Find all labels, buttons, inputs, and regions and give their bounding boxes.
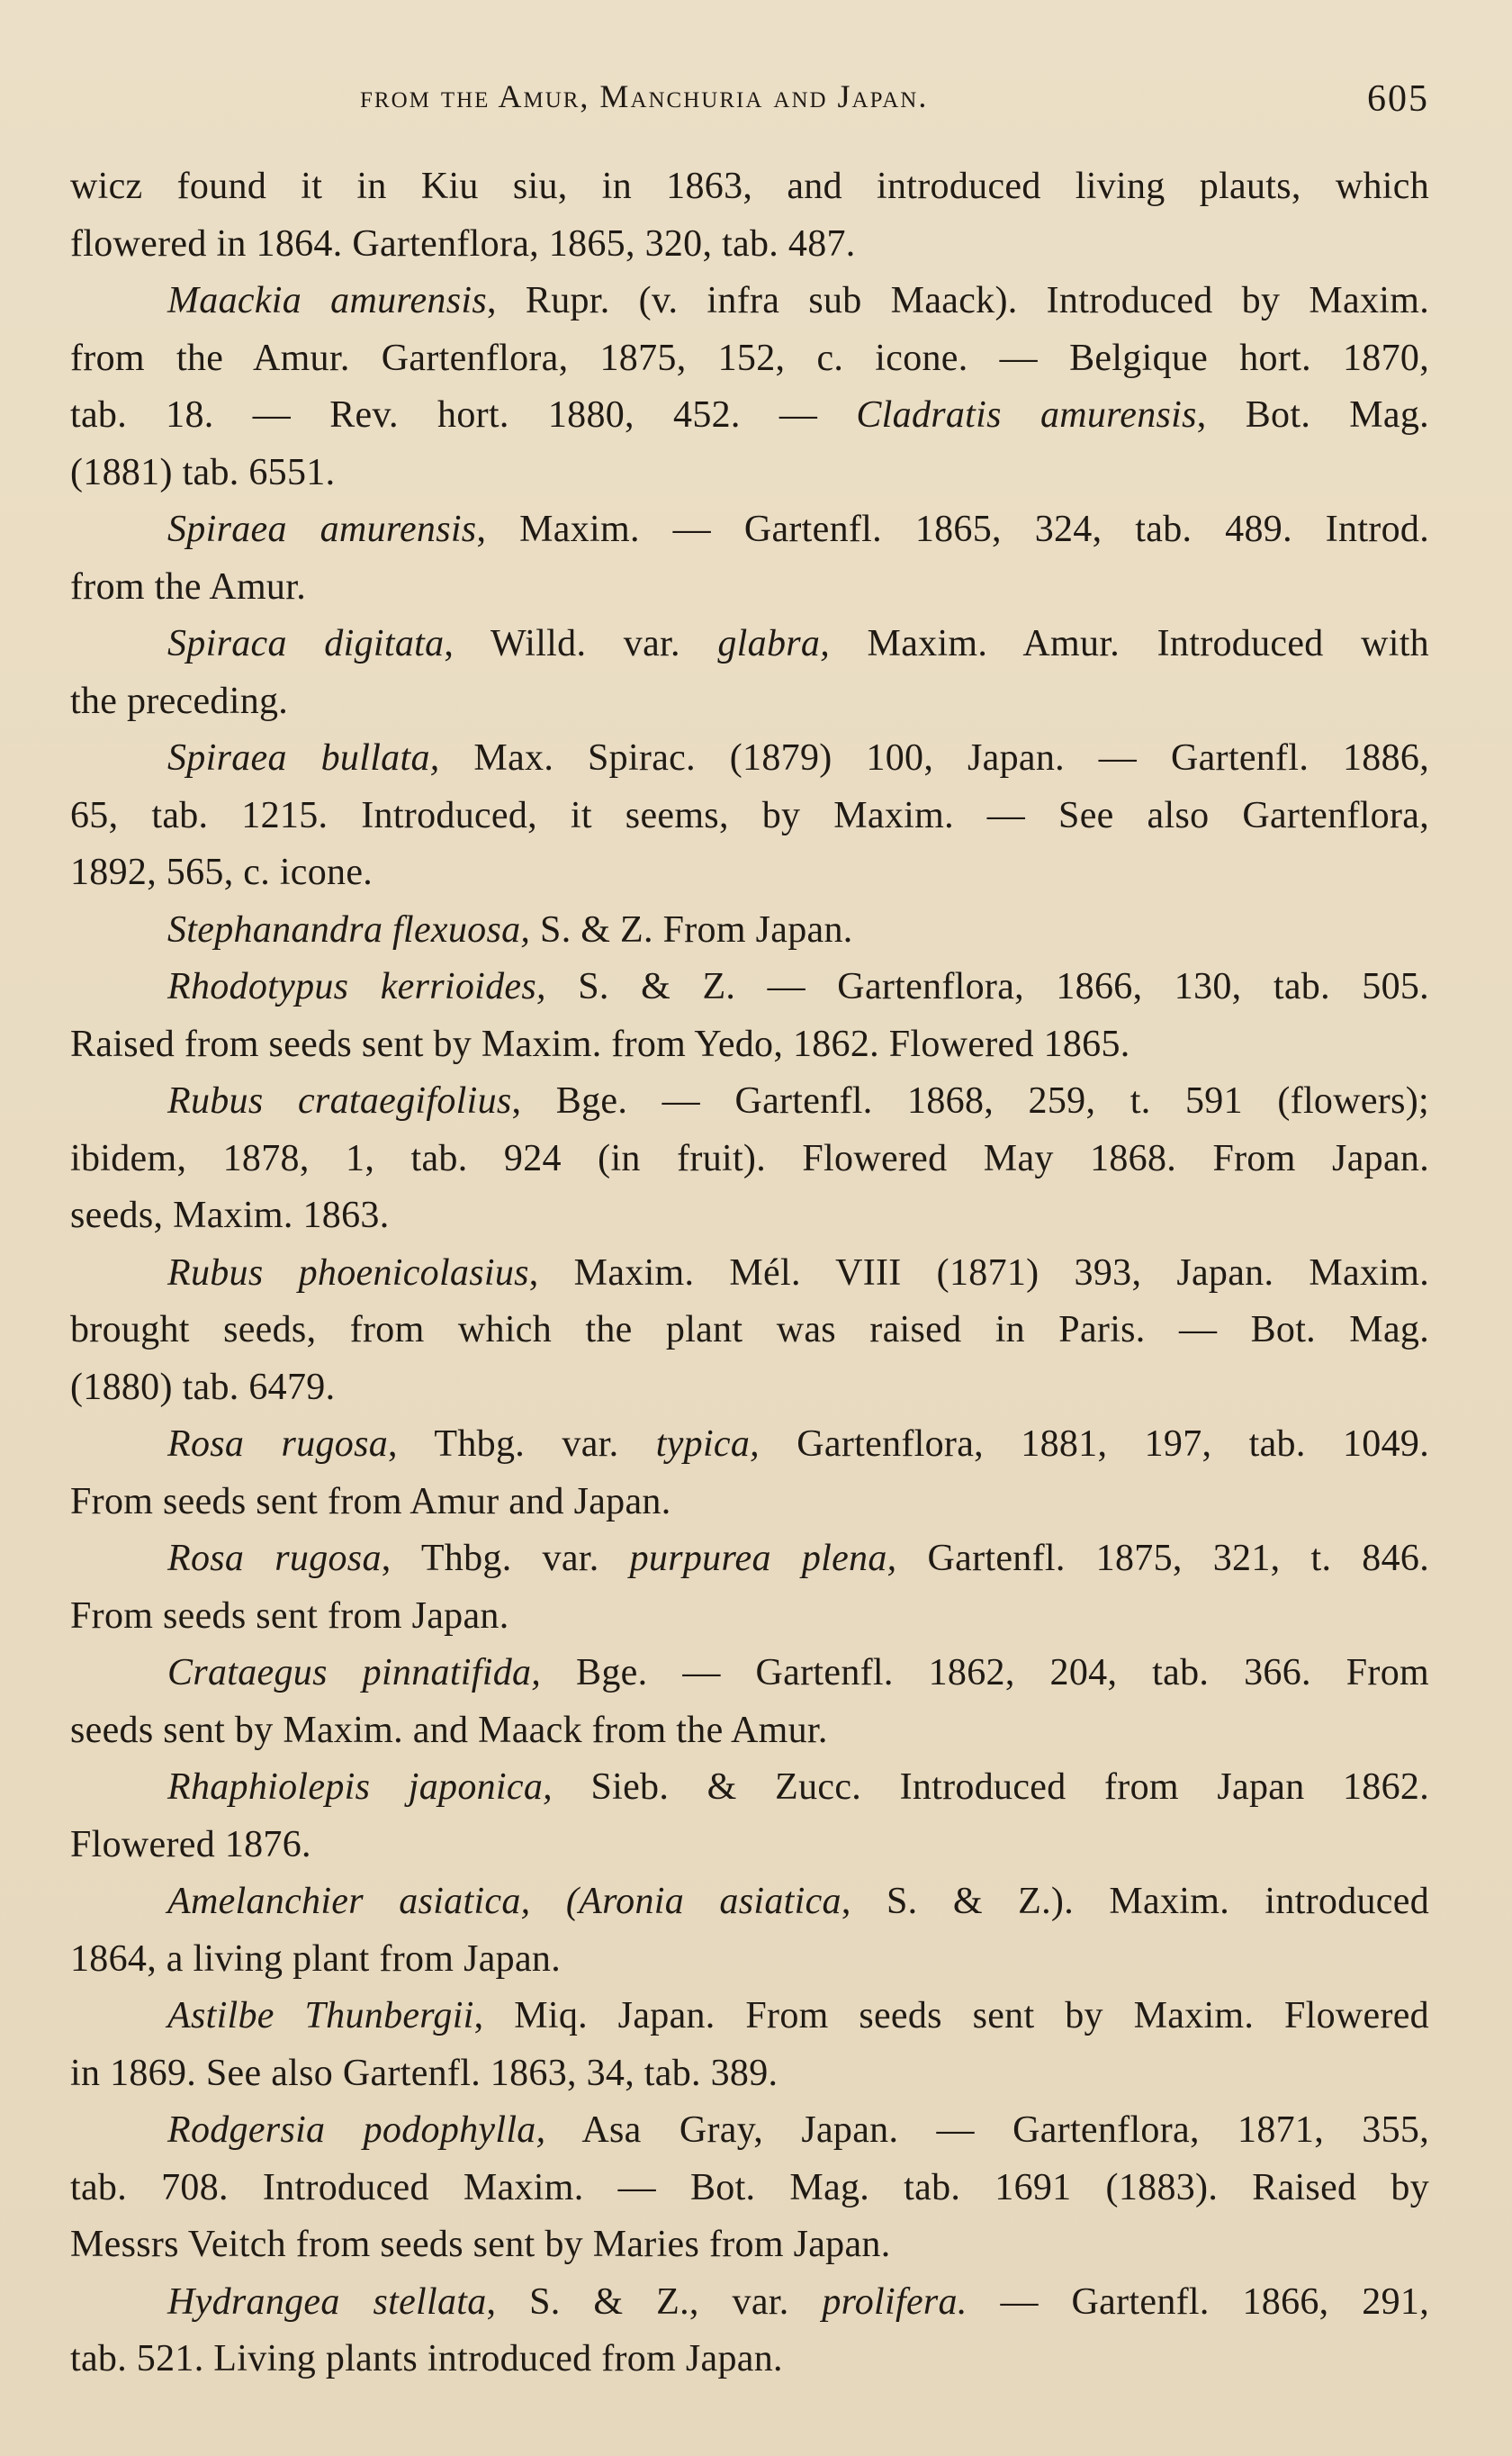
text-run: 65, tab. 1215. Introduced, it seems, by Maxim. — See also Gartenflora, <box>70 794 1429 836</box>
text-run: tab. 708. Introduced Maxim. — Bot. Mag. tab. 1691 (1883). Raised by <box>70 2166 1429 2208</box>
text-line <box>70 673 1429 731</box>
text-line <box>70 1645 1429 1702</box>
text-run: Messrs Veitch from seeds sent by Maries from Japan. <box>70 2224 891 2265</box>
italic-name: Spiraca digitata <box>167 623 445 664</box>
italic-name: Rodgersia podophylla, <box>167 2109 546 2151</box>
text-line <box>70 2331 1429 2388</box>
text-run: the preceding. <box>70 680 289 722</box>
text-line <box>70 1416 1429 1474</box>
text-run: tab. 18. — Rev. hort. 1880, 452. — <box>70 394 857 436</box>
page-number: 605 <box>1367 78 1429 120</box>
text-line <box>70 1931 1429 1989</box>
italic-name: Crataegus pinnatifida, <box>167 1652 542 1693</box>
text-line <box>70 2102 1429 2160</box>
text-run: Gartenfl. 1875, 321, t. 846. <box>896 1538 1429 1579</box>
text-run: ibidem, 1878, 1, tab. 924 (in fruit). Flowered May 1868. From Japan. <box>70 1137 1429 1179</box>
italic-name: Rhodotypus kerrioides, <box>167 966 546 1007</box>
text-run: brought seeds, from which the plant was raised in Paris. — Bot. Mag. <box>70 1309 1429 1350</box>
italic-name: prolifera. <box>822 2280 968 2323</box>
text-run: , Thbg. var. <box>381 1538 630 1579</box>
text-line <box>70 616 1429 673</box>
text-run: , S. & Z.). Maxim. introduced <box>841 1881 1429 1922</box>
italic-name: glabra, <box>717 623 830 664</box>
italic-name: Cladratis amurensis <box>856 394 1197 436</box>
text-line <box>70 902 1429 960</box>
italic-name: Maackia amurensis <box>167 280 487 321</box>
italic-name: Spiraea amurensis <box>167 509 477 550</box>
italic-name: Hydrangea stellata <box>167 2280 487 2323</box>
text-line <box>70 2045 1429 2103</box>
text-run: wicz found it in Kiu siu, in 1863, and introduced living plauts, which <box>70 166 1429 207</box>
text-run: Sieb. & Zucc. Introduced from Japan 1862. <box>552 1766 1429 1808</box>
text-run: , Miq. Japan. From seeds sent by Maxim. Flowered <box>473 1995 1429 2036</box>
italic-name: Spiraea bullata, <box>167 737 440 779</box>
text-line <box>70 1187 1429 1245</box>
text-run: , Maxim. Mél. VIII (1871) 393, Japan. Maxim. <box>528 1251 1429 1294</box>
text-line <box>70 844 1429 902</box>
italic-name: Rosa rugosa <box>167 1423 389 1465</box>
text-line <box>70 1588 1429 1646</box>
text-run: , Bge. — Gartenfl. 1868, 259, t. 591 (flowers); <box>511 1080 1429 1122</box>
running-head: from the Amur, Manchuria and Japan. <box>360 78 929 114</box>
text-run: From seeds sent from Japan. <box>70 1594 509 1637</box>
text-line <box>70 1988 1429 2045</box>
text-line <box>70 330 1429 388</box>
text-line <box>70 445 1429 502</box>
text-run: 1892, 565, c. icone. <box>70 852 374 893</box>
text-run: 1864, a living plant from Japan. <box>70 1937 561 1980</box>
text-run: S. & Z. — Gartenflora, 1866, 130, tab. 505. <box>545 966 1429 1007</box>
text-run: seeds, Maxim. 1863. <box>70 1195 390 1236</box>
text-run: Asa Gray, Japan. — Gartenflora, 1871, 355, <box>545 2109 1429 2151</box>
text-run: , Bot. Mag. <box>1196 394 1429 436</box>
text-run: Bge. — Gartenfl. 1862, 204, tab. 366. From <box>541 1652 1429 1693</box>
text-line <box>70 216 1429 274</box>
italic-name: Rosa rugosa <box>167 1538 382 1579</box>
text-run: Max. Spirac. (1879) 100, Japan. — Gartenfl. 1886, <box>439 737 1429 779</box>
text-run: , Maxim. — Gartenfl. 1865, 324, tab. 489. Introd. <box>476 509 1429 550</box>
text-run: From seeds sent from Amur and Japan. <box>70 1480 671 1522</box>
text-line <box>70 1073 1429 1131</box>
text-line <box>70 1530 1429 1588</box>
text-line <box>70 387 1429 445</box>
text-line <box>70 1016 1429 1074</box>
text-run: Maxim. Amur. Introduced with <box>830 623 1429 664</box>
text-run: — Gartenfl. 1866, 291, <box>967 2280 1429 2323</box>
italic-name: Rhaphiolepis japonica, <box>167 1766 553 1808</box>
text-run: from the Amur. Gartenflora, 1875, 152, c. icone. — Belgique hort. 1870, <box>70 337 1429 379</box>
text-run: flowered in 1864. Gartenflora, 1865, 320, tab. 487. <box>70 222 856 265</box>
page-header <box>70 77 1429 131</box>
text-line <box>70 1302 1429 1359</box>
italic-name: Astilbe Thunbergii <box>167 1995 474 2036</box>
italic-name: Amelanchier asiatica, (Aronia asiatica <box>167 1881 842 1922</box>
text-line <box>70 1874 1429 1931</box>
italic-name: purpurea plena, <box>629 1538 897 1579</box>
italic-name: typica, <box>655 1423 760 1465</box>
text-line <box>70 559 1429 617</box>
text-line <box>70 1245 1429 1303</box>
italic-name: Rubus crataegifolius <box>167 1080 512 1122</box>
text-line <box>70 1131 1429 1188</box>
text-line <box>70 501 1429 559</box>
text-run: from the Amur. <box>70 565 307 608</box>
text-run: in 1869. See also Gartenfl. 1863, 34, tab. 389. <box>70 2052 778 2094</box>
text-line <box>70 158 1429 216</box>
text-run: tab. 521. Living plants introduced from Japan. <box>70 2338 783 2379</box>
text-line <box>70 1817 1429 1874</box>
text-run: , S. & Z., var. <box>486 2280 823 2323</box>
text-run: , Rupr. (v. infra sub Maack). Introduced by Maxim. <box>486 280 1429 321</box>
text-line <box>70 1759 1429 1817</box>
text-run: , Thbg. var. <box>388 1423 656 1465</box>
text-run: Flowered 1876. <box>70 1823 311 1865</box>
text-line <box>70 1359 1429 1417</box>
text-line <box>70 788 1429 845</box>
text-run: , Willd. var. <box>444 623 718 664</box>
text-line <box>70 2217 1429 2274</box>
italic-name: Stephanandra flexuosa, <box>167 908 531 951</box>
text-line <box>70 1702 1429 1760</box>
text-line <box>70 2274 1429 2332</box>
text-line <box>70 273 1429 330</box>
text-run: S. & Z. From Japan. <box>530 908 853 951</box>
text-line <box>70 2160 1429 2217</box>
text-run: seeds sent by Maxim. and Maack from the Amur. <box>70 1709 828 1751</box>
italic-name: Rubus phoenicolasius <box>167 1251 529 1294</box>
text-line <box>70 959 1429 1016</box>
text-line <box>70 1474 1429 1531</box>
text-run: (1881) tab. 6551. <box>70 451 336 493</box>
text-run: (1880) tab. 6479. <box>70 1366 336 1408</box>
text-run: Gartenflora, 1881, 197, tab. 1049. <box>759 1423 1429 1465</box>
body-text <box>70 158 1429 2388</box>
text-run: Raised from seeds sent by Maxim. from Yedo, 1862. Flowered 1865. <box>70 1023 1130 1065</box>
text-line <box>70 730 1429 788</box>
